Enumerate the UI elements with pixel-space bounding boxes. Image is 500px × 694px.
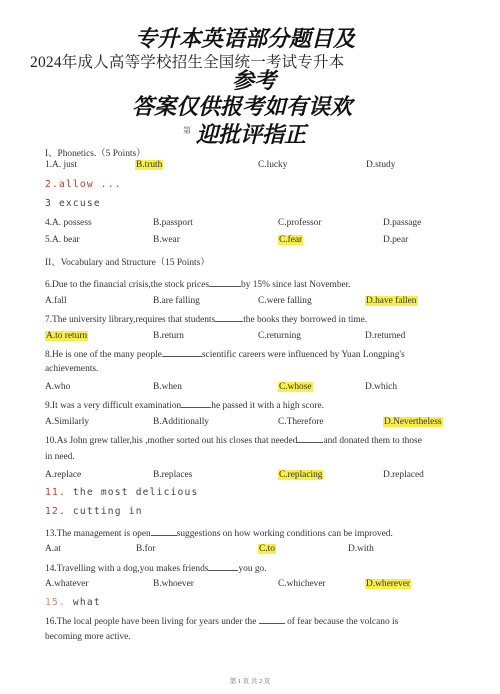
q10-option-c: C.replacing [279, 470, 323, 480]
q6-option-d: D.have fallen [366, 296, 417, 306]
section2-heading: II、Vocabulary and Structure（15 Points） [45, 258, 210, 268]
q13-option-d: D.with [348, 544, 374, 554]
q6-stem: 6.Due to the financial crisis,the stock prices by 15% since last November. [45, 280, 351, 290]
q9-stem: 9.It was a very difficult examination he passed it with a high score. [45, 401, 324, 411]
q8-option-d: D.which [365, 382, 398, 392]
q14-option-a: A.whatever [45, 579, 89, 589]
q16-stem: 16.The local people have been living for years under the of fear because the volcano is [45, 617, 399, 627]
q2-answer: 2.allow ... [45, 179, 122, 190]
q11-answer: 11. the most delicious [45, 487, 199, 498]
q1-option-a: 1.A. just [45, 160, 78, 170]
q7-stem: 7.The university library,requires that students the books they borrowed in time. [45, 315, 368, 325]
q13-option-c: C.to [259, 544, 275, 554]
q3-answer: 3 excuse [45, 198, 101, 209]
q13-option-a: A.at [45, 544, 61, 554]
q4-option-d: D.passage [383, 218, 422, 228]
q5-option-a: 5.A. bear [45, 235, 80, 245]
q9-option-a: A.Similarly [45, 417, 90, 427]
q6-option-b: B.are falling [153, 296, 200, 306]
q6-option-a: A.fall [45, 296, 67, 306]
q5-option-b: B.wear [153, 235, 180, 245]
q10-stem-cont: in need. [45, 452, 75, 462]
q9-option-c: C.Therefore [278, 417, 324, 427]
q10-stem: 10.As John grew taller,his ,mother sorted out his closes that needed and donated them to those [45, 436, 422, 446]
q14-option-c: C.whichever [278, 579, 326, 589]
overlay-caption-line4: 迎批评指正 [196, 123, 307, 148]
q1-option-b: B.truth [136, 160, 163, 170]
q4-option-a: 4.A. possess [45, 218, 92, 228]
q7-option-c: C.returning [258, 331, 301, 341]
page-footer: 第 1 页 共 2 页 [229, 678, 271, 685]
q7-option-a: A.to return [46, 331, 88, 341]
q10-option-a: A.replace [45, 470, 82, 480]
q1-option-d: D.study [366, 160, 396, 170]
q16-stem-cont: becoming more active. [45, 632, 131, 642]
overlay-caption-line1: 专升本英语部分题目及 [135, 27, 356, 52]
q4-option-c: C.professor [278, 218, 322, 228]
q8-stem: 8.He is one of the many people scientific careers were influenced by Yuan Longping's [45, 350, 405, 360]
q12-answer: 12. cutting in [45, 506, 143, 517]
q1-option-c: C.lucky [258, 160, 288, 170]
q13-stem: 13.The management is open suggestions on how working conditions can be improved. [45, 529, 393, 539]
q15-answer: 15. what [45, 597, 101, 608]
overlay-prefix: 第 [183, 126, 191, 135]
q8-option-a: A.who [45, 382, 71, 392]
q4-option-b: B.passport [153, 218, 193, 228]
page-title: 2024年成人高等学校招生全国统一考试专升本 [30, 54, 345, 71]
q13-option-b: B.for [136, 544, 156, 554]
q5-option-d: D.pear [383, 235, 409, 245]
q8-option-c: C.whose [279, 382, 312, 392]
q10-option-b: B.replaces [153, 470, 193, 480]
q9-option-b: B.Additionally [153, 417, 209, 427]
q8-stem-cont: achievements. [45, 364, 99, 374]
q5-option-c: C.fear [279, 235, 303, 245]
section1-heading: I、Phonetics.（5 Points） [45, 149, 146, 159]
q7-option-b: B.return [153, 331, 184, 341]
q8-option-b: B.when [153, 382, 182, 392]
q14-stem: 14.Travelling with a dog,you makes friends you go. [45, 564, 267, 574]
overlay-caption-line3: 答案仅供报考如有误欢 [132, 95, 353, 120]
q6-option-c: C.were falling [258, 296, 312, 306]
q9-option-d: D.Nevertheless [384, 417, 442, 427]
q14-option-d: D.wherever [366, 579, 410, 589]
q10-option-d: D.replaced [383, 470, 424, 480]
overlay-caption-line2: 参考 [232, 69, 277, 94]
q14-option-b: B.whoever [153, 579, 194, 589]
q7-option-d: D.returned [365, 331, 406, 341]
